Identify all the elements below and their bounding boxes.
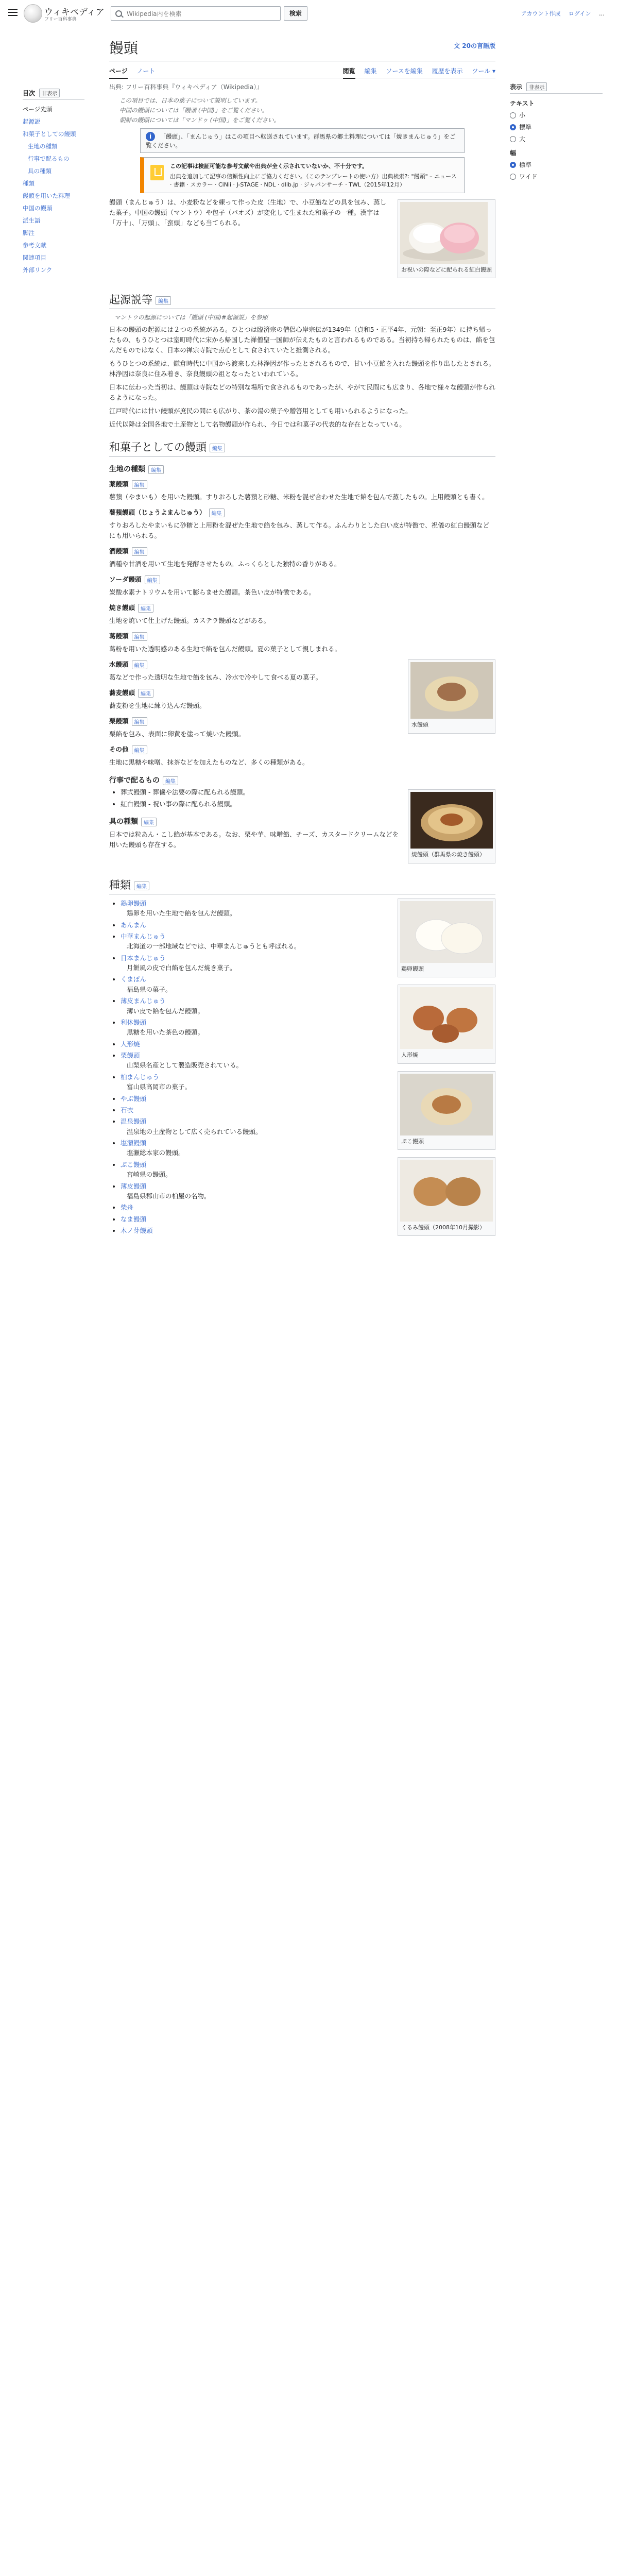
kind-description: 山梨県名産として製造販売されている。 [127,1061,243,1070]
appearance-title: 表示 [510,83,523,91]
dough-type-heading: ソーダ饅頭 編集 [109,574,495,584]
edit-section-button[interactable]: 編集 [132,547,147,556]
kind-link[interactable]: 利休饅頭 [121,1018,147,1026]
site-header [0,0,618,27]
more-menu-icon[interactable]: … [599,10,605,17]
edit-section-button[interactable]: 編集 [209,509,225,517]
toc-item[interactable]: ページ先頭 [23,106,53,113]
book-warning-icon [150,165,164,180]
keiran-manju-image[interactable] [400,901,493,963]
yakimanju-image[interactable] [410,792,493,849]
radio-circle-icon [510,174,516,180]
tab-history[interactable]: 履歴を表示 [432,67,463,75]
kind-link[interactable]: なま饅頭 [121,1215,147,1223]
tab-edit-source[interactable]: ソースを編集 [386,67,423,75]
kind-description: 薄い皮で餡を包んだ饅頭。 [127,1007,204,1015]
mizu-manju-caption: 水饅頭 [411,721,428,728]
tab-talk[interactable]: ノート [136,67,156,75]
origin-paragraph: 日本の饅頭の起源には２つの系統がある。ひとつは臨済宗の僧侶心岸宗伝が1349年（貞和5・正平4年、元朝：至正9年）に持ち帰ったもの、もうひとつは室町時代に宋から帰国した禅僧聖一国師が伝えたものと言われるものである。当初持ち帰られたものは、餡を包んだものではなく、日本の禅宗寺院で点心として食されていたと推測される。 [109,326,495,354]
kinds-image-caption: ぷこ饅頭 [401,1138,424,1145]
tools-menu[interactable]: ツール ▾ [472,67,495,75]
kind-link[interactable]: 木ノ芽饅頭 [121,1227,153,1235]
kind-description: 月餅風の皮で白餡を包んだ焼き菓子。 [127,964,236,972]
toc-item[interactable]: 外部リンク [23,266,53,274]
kinds-image-frame [398,1157,495,1236]
radio-label: ワイド [519,173,538,180]
dough-type-heading: 焼き饅頭 編集 [109,603,495,613]
edit-section-button[interactable]: 編集 [148,465,164,474]
radio-circle-icon [510,124,516,130]
filling-paragraph: 日本では粒あん・こし餡が基本である。なお、栗や芋、味噌餡、チーズ、カスタードクリームなどを用いた饅頭も存在する。 [109,831,399,849]
kinds-image-frame [398,1071,495,1150]
search-input[interactable] [126,9,277,19]
kinds-section [109,899,495,1238]
kind-link[interactable]: 薄皮まんじゅう [121,997,166,1005]
section-origin-heading: 起源説等 編集 [109,292,495,309]
info-icon: i [146,132,155,141]
login-link[interactable]: ログイン [569,10,591,17]
edit-section-button[interactable]: 編集 [138,689,153,698]
toc-sidebar [23,89,84,276]
dough-type-text: 生地に黒糖や味噌、抹茶などを加えたものなど、多くの種類がある。 [109,758,309,767]
lead-paragraph: 饅頭（まんじゅう）は、小麦粉などを練って作った皮（生地）で、小豆餡などの具を包み、蒸した菓子。中国の饅頭（マントウ）や包子（パオズ）が変化して生まれた和菓子の一種。漢字は「万十」、「万頭」、「蛮頭」なども当てられる。 [109,198,387,227]
edit-section-button[interactable]: 編集 [132,745,147,754]
lead-section [109,197,495,282]
kinds-image-caption: 人形焼 [401,1052,418,1059]
section-filling-heading: 具の種類 編集 [109,816,495,826]
search-icon [115,10,122,17]
edit-section-button[interactable]: 編集 [156,296,171,305]
dough-type-text: 蕎麦粉を生地に練り込んだ饅頭。 [109,702,206,710]
kinds-image-caption: 鶏卵饅頭 [401,965,424,972]
redirect-notice [140,128,465,153]
toc-item[interactable]: 派生語 [23,217,41,224]
dough-type-heading: 水饅頭 編集 [109,659,495,669]
kind-description: 北海道の一部地域などでは、中華まんじゅうとも呼ばれる。 [127,942,301,951]
edit-section-button[interactable]: 編集 [134,882,149,890]
ambox-title: この記事は検証可能な参考文献や出典が全く示されていないか、不十分です。 [170,163,368,170]
dough-type-heading: 薬饅頭 編集 [109,479,495,489]
page-title: 饅頭 [109,40,139,57]
page-tabs [109,62,495,78]
kind-link[interactable]: 柏まんじゅう [121,1073,160,1081]
edit-section-button[interactable]: 編集 [132,660,147,669]
kurumi-manju-image[interactable] [400,1160,493,1222]
kind-link[interactable]: あんまん [121,921,147,929]
dough-type-text: 栗餡を包み、表面に卵黄を塗って焼いた饅頭。 [109,730,245,738]
mizu-manju-image[interactable] [410,662,493,719]
dough-type-text: 葛粉を用いた透明感のある生地で餡を包んだ饅頭。夏の菓子として親しまれる。 [109,645,341,653]
width-heading: 幅 [510,149,517,157]
radio-option[interactable] [510,123,603,131]
toc-item[interactable]: 饅頭を用いた料理 [23,192,70,199]
appearance-heading [510,82,603,94]
radio-circle-icon [510,162,516,168]
hatnote: この項目では、日本の菓子について説明しています。 [119,97,261,104]
toc-item[interactable]: 種類 [23,180,35,187]
kind-description: 福島県郡山市の柏屋の名物。 [127,1192,211,1200]
search-box[interactable] [111,6,281,21]
dough-type-heading: 蕎麦饅頭 編集 [109,688,495,698]
edit-section-button[interactable]: 編集 [145,575,160,584]
dough-type-text: 薯蕷（やまいも）を用いた饅頭。すりおろした薯蕷と砂糖、米粉を混ぜ合わせた生地で餡を包んで蒸したもの。上用饅頭とも書く。 [109,493,489,501]
mizu-manju-image-frame [408,659,495,733]
edit-section-button[interactable]: 編集 [138,604,153,613]
hatnote: 中国の饅頭については「饅頭 (中国)」をご覧ください。 [119,107,268,114]
radio-label: 小 [519,112,526,119]
yakimanju-caption: 焼饅頭（群馬県の焼き饅頭） [411,851,485,858]
kind-link[interactable]: 中華まんじゅう [121,932,166,940]
event-section [109,787,495,867]
edit-section-button[interactable]: 編集 [210,444,225,452]
main-content [109,37,495,1238]
dough-type-text: すりおろしたやまいもに砂糖と上用粉を混ぜた生地で餡を包み、蒸して作る。ふんわりとした白い皮が特徴で、祝儀の紅白饅頭などにも用いられる。 [109,521,490,540]
radio-label: 標準 [519,124,532,131]
logo-title[interactable]: ウィキペディア [44,7,105,18]
kind-link[interactable]: くまぽん [121,975,147,984]
citation-needed-box [140,157,465,193]
ningyoyaki-image[interactable] [400,987,493,1049]
dough-type-heading: 酒饅頭 編集 [109,546,495,556]
toc-item[interactable]: 起源説 [23,118,41,125]
lead-image-caption: お祝いの際などに配られる紅白饅頭 [401,266,492,273]
menu-icon[interactable] [8,9,18,16]
logo-subtitle: フリー百科事典 [44,17,77,22]
radio-option[interactable] [510,134,603,143]
toc-item[interactable]: 生地の種類 [28,143,58,150]
kind-link[interactable]: 人形焼 [121,1040,140,1048]
hatnote: 朝鮮の饅頭については「マンドゥ (中国)」をご覧ください。 [119,116,280,124]
kind-link[interactable]: 塩瀬饅頭 [121,1139,147,1147]
edit-section-button[interactable]: 編集 [132,717,147,726]
kohaku-manju-image[interactable] [400,202,488,264]
kind-link[interactable]: 栗饅頭 [121,1052,140,1060]
origin-paragraph: 日本に伝わった当初は、饅頭は寺院などの特別な場所で食されるものであったが、やがて民間にも広まり、各地で様々な饅頭が作られるようになった。 [109,383,495,402]
radio-label: 大 [519,135,526,143]
toc-item[interactable]: 関連項目 [23,254,46,261]
tab-read[interactable]: 閲覧 [343,67,355,79]
dough-type-text: 生地を焼いて仕上げた饅頭。カステラ饅頭などがある。 [109,617,270,625]
toc-title: 目次 [23,90,36,97]
wikipedia-logo-icon[interactable] [24,4,42,23]
text-size-heading: テキスト [510,100,535,107]
list-item: • 紅白饅頭 - 祝い事の際に配られる饅頭。 [121,799,495,809]
redirect-notice-text: 「饅頭」、「まんじゅう」はこの項目へ転送されています。群馬県の郷土料理については「焼きまんじゅう」をご覧ください。 [146,133,456,149]
edit-section-button[interactable]: 編集 [141,818,157,826]
tab-page[interactable]: ページ [109,67,128,79]
origin-paragraph: もうひとつの系統は、鎌倉時代に中国から渡来した林浄因が作ったとされるもので、甘い小豆餡を入れた饅頭を作り出したとされる。林浄因は奈良に住み着き、奈良饅頭の祖となったといわれている。 [109,360,495,378]
radio-circle-icon [510,136,516,142]
dough-type-heading: 葛饅頭 編集 [109,631,495,641]
toc-heading [23,89,84,100]
radio-circle-icon [510,112,516,118]
section-event-heading: 行事で配るもの 編集 [109,775,495,785]
width-options [510,160,603,181]
origin-paragraph: 近代以降は全国各地で土産物として名物饅頭が作られ、今日では和菓子の代表的な存在となっている。 [109,420,406,429]
kind-link[interactable]: 石衣 [121,1106,134,1114]
kind-description: 宮崎県の饅頭。 [127,1171,172,1179]
from-wikipedia: 出典: フリー百科事典『ウィキペディア（Wikipedia）』 [109,83,263,91]
kind-link[interactable]: 薄皮饅頭 [121,1182,147,1190]
origin-paragraph: 江戸時代には甘い饅頭が庶民の間にも広がり、茶の湯の菓子や贈答用としても用いられるようになった。 [109,407,412,415]
list-item: • 葬式饅頭 - 葬儀や法要の際に配られる饅頭。 [121,787,495,797]
toc-item[interactable]: 行事で配るもの [28,155,70,162]
edit-section-button[interactable]: 編集 [163,776,178,785]
radio-option[interactable] [510,172,603,181]
personal-tools [515,9,605,18]
text-size-options [510,111,603,143]
kinds-image-frame [398,985,495,1063]
kind-description: 鶏卵を用いた生地で餡を包んだ饅頭。 [127,909,236,918]
dough-types [109,479,495,768]
tab-edit[interactable]: 編集 [364,67,377,75]
language-button[interactable]: 文 20の言語版 [454,42,495,49]
kind-description: 黒糖を用いた茶色の饅頭。 [127,1028,204,1037]
search-button[interactable]: 検索 [284,6,307,21]
dough-type-heading: 薯蕷饅頭（じょうよまんじゅう） 編集 [109,507,495,517]
ambox-body: 出典を追加して記事の信頼性向上にご協力ください。（このテンプレートの使い方）出典検索?: "饅頭" – ニュース · 書籍 · スカラー · CiNii · J-STAGE · NDL · dlib.jp · ジャパンサーチ · TWL（2015年12月） [170,173,457,188]
toc-hide-button[interactable]: 非表示 [39,89,60,97]
edit-section-button[interactable]: 編集 [132,632,147,641]
kind-description: 富山県高岡市の菓子。 [127,1083,192,1091]
radio-option[interactable] [510,111,603,120]
dough-type-text: 葛などで作った透明な生地で餡を包み、冷水で冷やして食べる夏の菓子。 [109,673,322,682]
dough-type-text: 酒種や甘酒を用いて生地を発酵させたもの。ふっくらとした独特の香りがある。 [109,560,341,568]
appearance-hide-button[interactable]: 非表示 [526,82,547,91]
kind-description: 温泉地の土産物として広く売られている饅頭。 [127,1127,262,1136]
toc-item[interactable]: 具の種類 [28,167,52,175]
lead-image-frame [398,199,495,278]
dough-type-heading: 栗饅頭 編集 [109,716,495,726]
buko-manju-image[interactable] [400,1074,493,1136]
toc-item[interactable]: 中国の饅頭 [23,205,53,212]
create-account-link[interactable]: アカウント作成 [521,10,561,17]
origin-hatnote: マントウの起源については「饅頭 (中国)#起源説」を参照 [114,314,268,321]
kinds-image-frame [398,899,495,977]
radio-label: 標準 [519,161,532,168]
kind-link[interactable]: 鶏卵饅頭 [121,899,147,907]
kind-link[interactable]: やぶ饅頭 [121,1094,147,1103]
toc-item[interactable]: 参考文献 [23,242,46,249]
kind-link[interactable]: 日本まんじゅう [121,954,166,962]
yakimanju-image-frame [408,789,495,863]
edit-section-button[interactable]: 編集 [132,480,147,489]
toc-item[interactable]: 脚注 [23,229,35,236]
title-row [109,37,495,61]
toc-list [23,103,84,276]
dough-type-text: 炭酸水素ナトリウムを用いて膨らませた饅頭。茶色い皮が特徴である。 [109,588,315,597]
radio-option[interactable] [510,160,603,169]
kind-link[interactable]: 温泉饅頭 [121,1117,147,1126]
kinds-images [398,899,495,1236]
section-dough-heading: 生地の種類 編集 [109,464,495,474]
dough-type-heading: その他 編集 [109,744,495,754]
kind-description: 塩瀬総本家の饅頭。 [127,1149,185,1157]
kinds-image-caption: くるみ饅頭（2008年10月撮影） [401,1224,485,1231]
kind-link[interactable]: ぷこ饅頭 [121,1160,147,1168]
appearance-panel [510,82,603,184]
toc-item[interactable]: 和菓子としての饅頭 [23,130,76,138]
section-kinds-heading: 種類 編集 [109,877,495,894]
kind-link[interactable]: 柴舟 [121,1204,134,1212]
section-wagashi-heading: 和菓子としての饅頭 編集 [109,439,495,456]
kind-description: 福島県の菓子。 [127,985,172,993]
